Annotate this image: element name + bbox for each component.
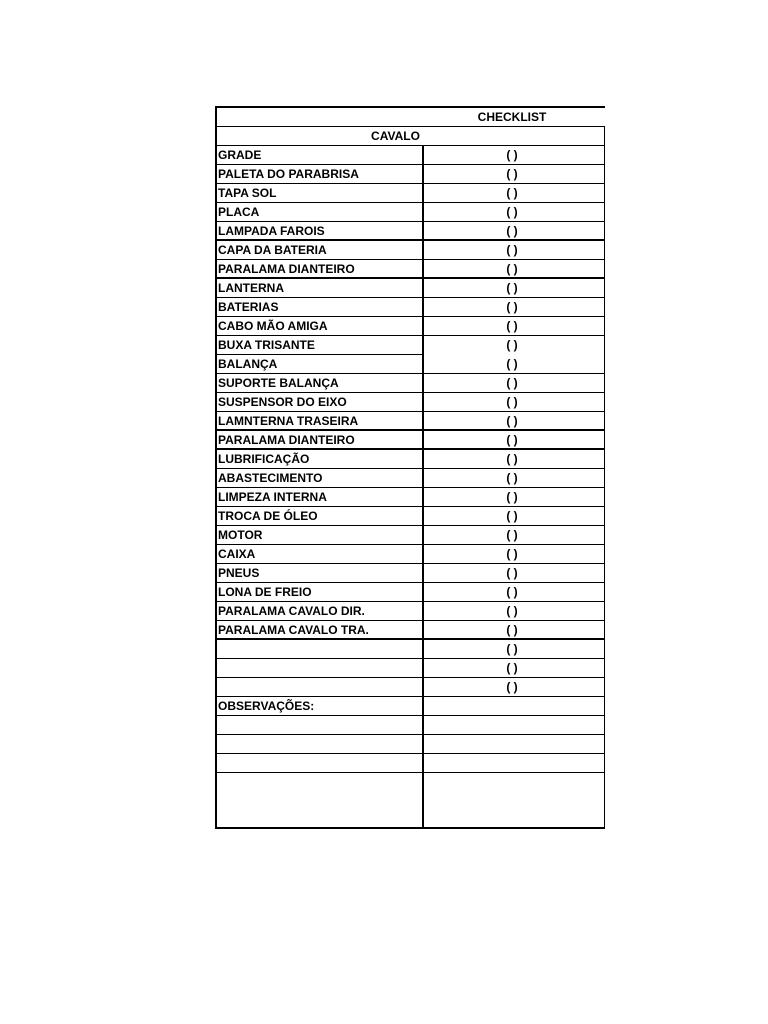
checklist-item-label: LAMNTERNA TRASEIRA xyxy=(217,412,424,429)
checklist-row xyxy=(217,469,605,488)
observation-box-left[interactable] xyxy=(217,773,424,827)
checkbox-mark[interactable]: ( ) xyxy=(424,469,605,487)
checklist-row xyxy=(217,678,605,697)
checklist-item-label: PLACA xyxy=(217,203,424,221)
observation-line-right[interactable] xyxy=(424,754,605,772)
checkbox-mark[interactable]: ( ) xyxy=(424,184,605,202)
checklist-row xyxy=(217,146,605,165)
checklist-item-label: GRADE xyxy=(217,146,424,164)
checklist-item-label: PARALAMA DIANTEIRO xyxy=(217,431,424,448)
checkbox-mark[interactable]: ( ) xyxy=(424,317,605,335)
checkbox-mark[interactable]: ( ) xyxy=(424,640,605,658)
checkbox-mark[interactable]: ( ) xyxy=(506,338,518,352)
checklist-row xyxy=(217,450,605,469)
checklist-item-label: LANTERNA xyxy=(217,279,424,297)
checklist-row xyxy=(217,317,605,336)
checkbox-mark[interactable]: ( ) xyxy=(424,659,605,677)
checklist-item-label: PALETA DO PARABRISA xyxy=(217,165,424,183)
checklist-item-label: BATERIAS xyxy=(217,298,424,316)
checklist-row xyxy=(217,488,605,507)
checklist-row xyxy=(217,431,605,450)
merged-item-block xyxy=(217,336,605,374)
observation-box-right[interactable] xyxy=(424,773,605,827)
observation-line xyxy=(217,754,605,773)
observations-empty-cell[interactable] xyxy=(424,697,605,715)
checklist-item-label: PARALAMA CAVALO DIR. xyxy=(217,602,424,620)
observation-line-left[interactable] xyxy=(217,716,424,734)
checklist-item-label xyxy=(217,640,424,658)
checkbox-mark[interactable]: ( ) xyxy=(424,298,605,316)
checklist-item-label: PARALAMA CAVALO TRA. xyxy=(217,621,424,638)
checklist-item-label: SUPORTE BALANÇA xyxy=(217,374,424,392)
checklist-item-label: CABO MÃO AMIGA xyxy=(217,317,424,335)
checkbox-mark[interactable]: ( ) xyxy=(424,203,605,221)
observations-label: OBSERVAÇÕES: xyxy=(217,697,424,715)
checkbox-mark[interactable]: ( ) xyxy=(424,146,605,164)
checklist-title-row xyxy=(217,108,605,127)
checklist-table xyxy=(215,106,605,829)
checklist-item-label xyxy=(217,659,424,677)
observation-lines xyxy=(217,716,605,773)
checklist-row xyxy=(217,412,605,431)
checklist-row xyxy=(217,279,605,298)
checkbox-mark[interactable]: ( ) xyxy=(424,279,605,297)
checkbox-mark[interactable]: ( ) xyxy=(506,356,518,371)
checklist-row xyxy=(217,165,605,184)
checklist-row xyxy=(217,507,605,526)
checkbox-mark[interactable]: ( ) xyxy=(424,222,605,239)
checklist-item-label: LIMPEZA INTERNA xyxy=(217,488,424,506)
observation-line-right[interactable] xyxy=(424,716,605,734)
checklist-row xyxy=(217,545,605,564)
observation-line xyxy=(217,716,605,735)
checklist-row xyxy=(217,393,605,412)
checklist-item-label: BUXA TRISANTE xyxy=(217,336,422,355)
checkbox-mark[interactable]: ( ) xyxy=(424,621,605,638)
merged-item-labels xyxy=(217,336,424,373)
checklist-row xyxy=(217,640,605,659)
checklist-row xyxy=(217,222,605,241)
checklist-row xyxy=(217,621,605,640)
checklist-row xyxy=(217,260,605,279)
checklist-item-label: ABASTECIMENTO xyxy=(217,469,424,487)
checklist-item-label: CAPA DA BATERIA xyxy=(217,241,424,259)
checklist-item-label: LAMPADA FAROIS xyxy=(217,222,424,239)
checklist-item-label: LONA DE FREIO xyxy=(217,583,424,601)
checkbox-mark[interactable]: ( ) xyxy=(424,583,605,601)
checklist-row xyxy=(217,602,605,621)
section-title-row xyxy=(217,127,605,146)
checklist-item-label: PARALAMA DIANTEIRO xyxy=(217,260,424,277)
checklist-row xyxy=(217,564,605,583)
checklist-item-label: SUSPENSOR DO EIXO xyxy=(217,393,424,411)
observation-line-left[interactable] xyxy=(217,754,424,772)
checklist-row xyxy=(217,659,605,678)
observation-line-right[interactable] xyxy=(424,735,605,753)
checkbox-mark[interactable]: ( ) xyxy=(424,526,605,544)
checkbox-mark[interactable]: ( ) xyxy=(424,507,605,525)
checklist-item-label: CAIXA xyxy=(217,545,424,563)
checkbox-mark[interactable]: ( ) xyxy=(424,393,605,411)
checklist-item-label: LUBRIFICAÇÃO xyxy=(217,450,424,468)
checkbox-mark[interactable]: ( ) xyxy=(424,602,605,620)
merged-item-marks[interactable] xyxy=(424,336,605,373)
checklist-row xyxy=(217,298,605,317)
checkbox-mark[interactable]: ( ) xyxy=(424,564,605,582)
checkbox-mark[interactable]: ( ) xyxy=(424,488,605,506)
checklist-item-label xyxy=(217,678,424,696)
checklist-item-label: TAPA SOL xyxy=(217,184,424,202)
checklist-row xyxy=(217,583,605,602)
checklist-row xyxy=(217,184,605,203)
checkbox-mark[interactable]: ( ) xyxy=(424,374,605,392)
checklist-row xyxy=(217,241,605,260)
checklist-items-group-2 xyxy=(217,374,605,697)
checkbox-mark[interactable]: ( ) xyxy=(424,241,605,259)
checklist-row xyxy=(217,203,605,222)
checklist-item-label: MOTOR xyxy=(217,526,424,544)
checklist-items-group-1 xyxy=(217,146,605,336)
observations-header-row xyxy=(217,697,605,716)
checklist-item-label: TROCA DE ÓLEO xyxy=(217,507,424,525)
checkbox-mark[interactable]: ( ) xyxy=(424,431,605,448)
checklist-title: CHECKLIST xyxy=(477,110,547,124)
checkbox-mark[interactable]: ( ) xyxy=(424,260,605,277)
checklist-row xyxy=(217,526,605,545)
checklist-item-label: PNEUS xyxy=(217,564,424,582)
section-title: CAVALO xyxy=(217,127,605,145)
checkbox-mark[interactable]: ( ) xyxy=(424,412,605,429)
checkbox-mark[interactable]: ( ) xyxy=(424,165,605,183)
checkbox-mark[interactable]: ( ) xyxy=(424,545,605,563)
checklist-item-label: BALANÇA xyxy=(218,356,278,371)
checkbox-mark[interactable]: ( ) xyxy=(424,450,605,468)
observation-line-left[interactable] xyxy=(217,735,424,753)
observation-box-row xyxy=(217,773,605,829)
checklist-row xyxy=(217,374,605,393)
observation-line xyxy=(217,735,605,754)
checkbox-mark[interactable]: ( ) xyxy=(424,678,605,696)
